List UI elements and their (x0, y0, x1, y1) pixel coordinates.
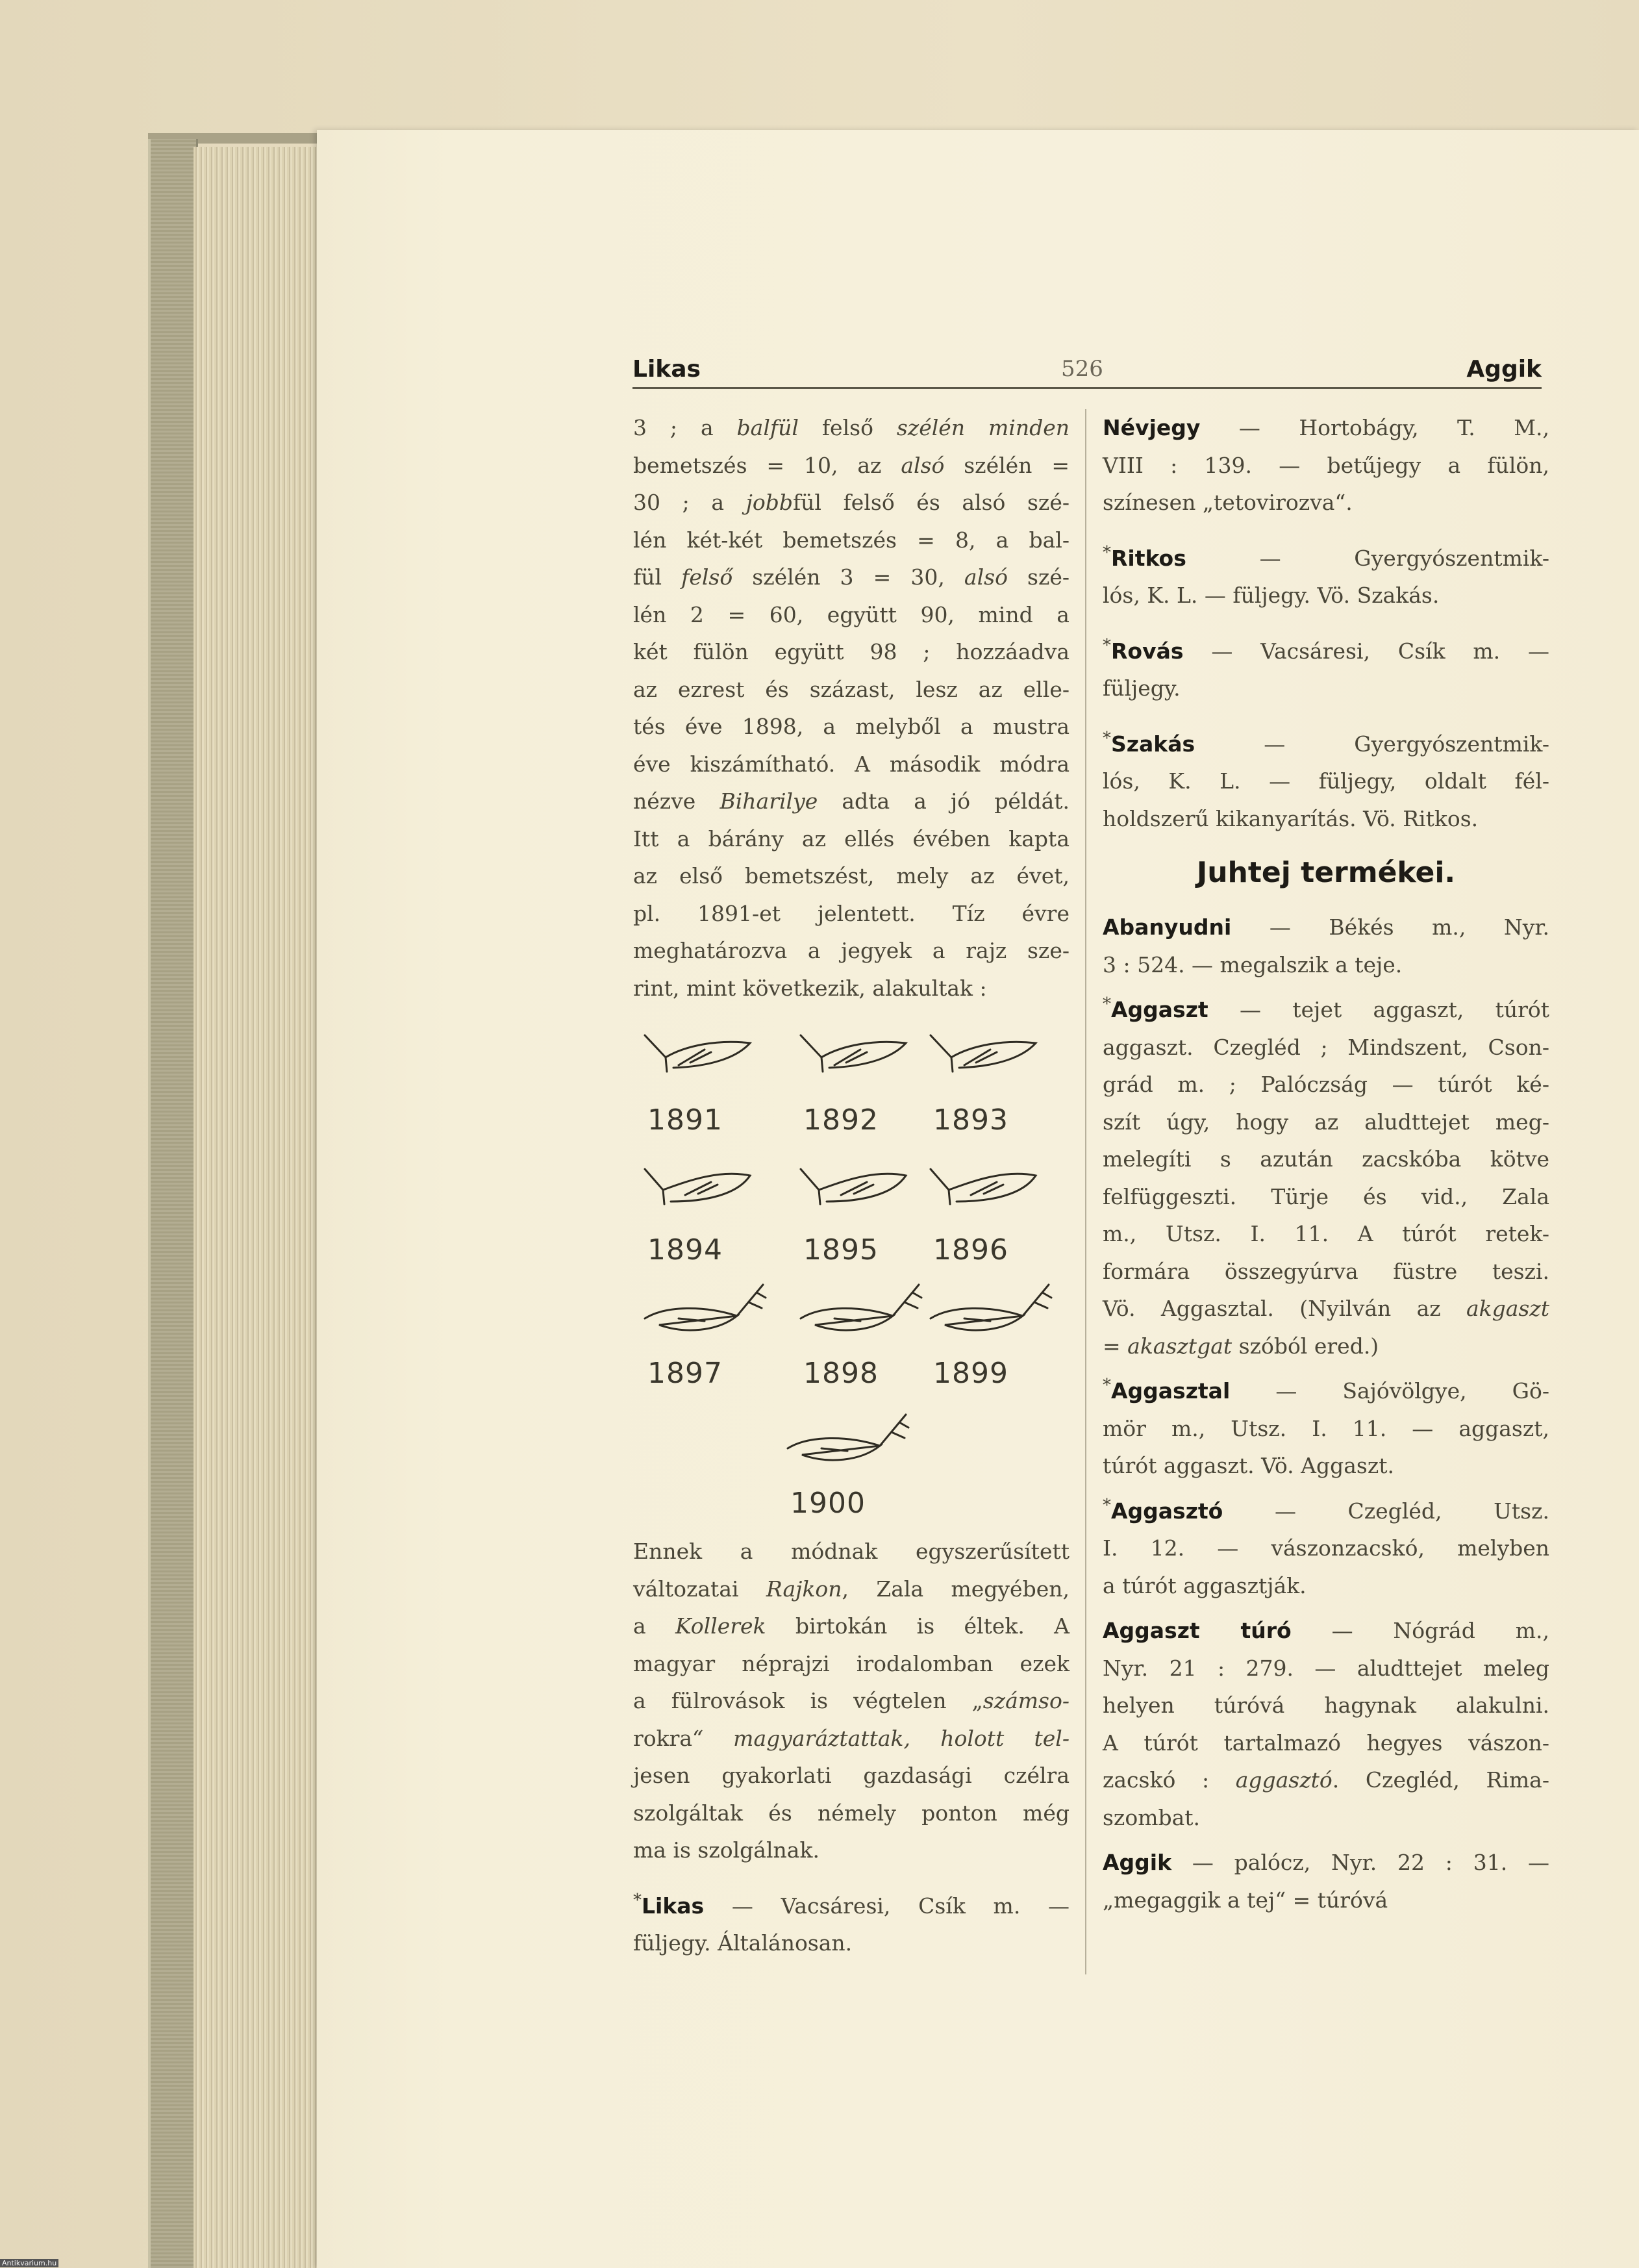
paragraph-ear-marks (633, 409, 1070, 1007)
text-line: Itt a bárány az ellés évében kapta (633, 825, 1070, 851)
text-line: Aggik — palócz, Nyr. 22 : 31. — (1103, 1850, 1549, 1875)
text-line: szít úgy, hogy az aludttejet meg- (1103, 1109, 1549, 1135)
ear-mark-year-label: 1895 (803, 1233, 879, 1266)
text-line: a túrót aggasztják. (1103, 1572, 1307, 1598)
asterisk-mark: * (1103, 1376, 1111, 1395)
text-line: aggaszt. Czegléd ; Mindszent, Cson- (1103, 1034, 1549, 1060)
text-line: színesen „tetovirozva“. (1103, 490, 1353, 515)
text-line: 3 ; a balfül felső szélén minden (633, 415, 1070, 440)
text-line: I. 12. — vászonzacskó, melyben (1103, 1535, 1549, 1561)
ear-mark-drawing (640, 1026, 769, 1098)
text-line: *Aggaszt — tejet aggaszt, túrót (1103, 994, 1549, 1022)
entry-likas (633, 1887, 1070, 1962)
asterisk-mark: * (1103, 728, 1111, 748)
header-left-word: Likas (632, 356, 701, 383)
text-line: két fülön együtt 98 ; hozzáadva (633, 639, 1070, 664)
ear-mark-year-label: 1898 (803, 1357, 879, 1390)
text-line: túrót aggaszt. Vö. Aggaszt. (1103, 1453, 1394, 1478)
text-line: grád m. ; Palóczság — túrót ké- (1103, 1072, 1549, 1097)
entry-abanyudni (1103, 909, 1549, 983)
text-line: változatai Rajkon, Zala megyében, (633, 1576, 1070, 1602)
ear-mark-1893 (925, 1026, 1055, 1137)
asterisk-mark: * (1103, 994, 1111, 1014)
column-rule (1085, 409, 1086, 1974)
text-line: lós, K. L. — füljegy, oldalt fél- (1103, 768, 1549, 794)
ear-mark-drawing (640, 1156, 769, 1228)
ear-mark-year-label: 1892 (803, 1103, 879, 1137)
text-line: *Likas — Vacsáresi, Csík m. — (633, 1890, 1070, 1919)
ear-mark-figure (633, 1007, 1070, 1533)
text-line: ma is szolgálnak. (633, 1837, 820, 1863)
text-line: füljegy. Általánosan. (633, 1930, 853, 1956)
paragraph-simplified-variants (633, 1533, 1070, 1869)
text-line: 3 : 524. — megalszik a teje. (1103, 951, 1403, 977)
asterisk-mark: * (1103, 542, 1111, 562)
headword: Abanyudni (1103, 914, 1232, 940)
entry-aggik (1103, 1844, 1549, 1919)
header-right-word: Aggik (1466, 356, 1542, 383)
text-line: nézve Biharilye adta a jó példát. (633, 788, 1070, 814)
ear-mark-1896 (925, 1156, 1055, 1266)
text-line: Abanyudni — Békés m., Nyr. (1103, 914, 1549, 940)
text-line: *Rovás — Vacsáresi, Csík m. — (1103, 635, 1549, 664)
text-line: 30 ; a jobbfül felső és alsó szé- (633, 490, 1070, 515)
ear-mark-year-label: 1896 (933, 1233, 1008, 1266)
asterisk-mark: * (633, 1890, 642, 1910)
text-line: m., Utsz. I. 11. A túrót retek- (1103, 1221, 1549, 1246)
ear-mark-drawing (795, 1279, 925, 1351)
ear-mark-1895 (795, 1156, 925, 1266)
text-line: „megaggik a tej“ = túróvá (1103, 1887, 1388, 1913)
entry-ritkos (1103, 540, 1549, 614)
text-line: rint, mint következik, alakultak : (633, 975, 987, 1001)
headword: Likas (642, 1893, 705, 1919)
headword: Aggaszt túró (1103, 1618, 1292, 1643)
text-line: *Ritkos — Gyergyószentmik- (1103, 542, 1549, 571)
page-number: 526 (1061, 356, 1103, 382)
text-line: zacskó : aggasztó. Czegléd, Rima- (1103, 1767, 1549, 1793)
ear-mark-1897 (640, 1279, 769, 1390)
headword: Aggik (1103, 1850, 1172, 1875)
section-title: Juhtej termékei. (1196, 856, 1456, 889)
headword: Szakás (1111, 731, 1195, 757)
entry-aggaszt-turo (1103, 1612, 1549, 1836)
text-line: Névjegy — Hortobágy, T. M., (1103, 415, 1549, 440)
text-line: füljegy. (1103, 675, 1181, 701)
ear-mark-1894 (640, 1156, 769, 1266)
ear-mark-drawing (925, 1026, 1055, 1098)
headword: Ritkos (1111, 545, 1186, 571)
ear-mark-year-label: 1891 (647, 1103, 723, 1137)
text-line: Nyr. 21 : 279. — aludttejet meleg (1103, 1655, 1549, 1681)
text-line: A túrót tartalmazó hegyes vászon- (1103, 1730, 1549, 1756)
text-line: *Szakás — Gyergyószentmik- (1103, 728, 1549, 757)
entry-rovas (1103, 633, 1549, 707)
text-line: szolgáltak és némely ponton még (633, 1800, 1070, 1826)
asterisk-mark: * (1103, 1495, 1111, 1515)
ear-mark-year-label: 1900 (790, 1487, 866, 1520)
headword: Névjegy (1103, 415, 1201, 440)
text-line: VIII : 139. — betűjegy a fülön, (1103, 452, 1549, 478)
text-line: meghatározva a jegyek a rajz sze- (633, 938, 1070, 963)
entry-aggasztal (1103, 1372, 1549, 1485)
headword: Aggasztal (1111, 1378, 1231, 1404)
ear-mark-1900 (782, 1409, 912, 1520)
text-line: Vö. Aggasztal. (Nyilván az akgaszt (1103, 1296, 1549, 1321)
text-line: pl. 1891-et jelentett. Tíz évre (633, 900, 1070, 926)
text-line: holdszerű kikanyarítás. Vö. Ritkos. (1103, 805, 1479, 831)
running-head (632, 356, 1542, 388)
text-line: Ennek a módnak egyszerűsített (633, 1539, 1070, 1564)
text-line: formára összegyúrva füstre teszi. (1103, 1258, 1549, 1284)
entry-nevjegy (1103, 409, 1549, 522)
ear-mark-1891 (640, 1026, 769, 1137)
ear-mark-1892 (795, 1026, 925, 1137)
entry-szakas (1103, 725, 1549, 838)
ear-mark-year-label: 1893 (933, 1103, 1008, 1137)
text-line: lén két-két bemetszés = 8, a bal- (633, 527, 1070, 553)
text-line: a Kollerek birtokán is éltek. A (633, 1613, 1070, 1639)
text-line: tés éve 1898, a melyből a mustra (633, 714, 1070, 739)
ear-mark-drawing (795, 1026, 925, 1098)
ear-mark-year-label: 1894 (647, 1233, 723, 1266)
ear-mark-year-label: 1899 (933, 1357, 1008, 1390)
asterisk-mark: * (1103, 635, 1111, 655)
text-line: *Aggasztó — Czegléd, Utsz. (1103, 1495, 1549, 1524)
text-line: = akasztgat szóból ered.) (1103, 1333, 1379, 1359)
ear-mark-1898 (795, 1279, 925, 1390)
text-line: rokra“ magyaráztattak, holott tel- (633, 1725, 1070, 1751)
right-column (1103, 409, 1549, 1919)
ear-mark-drawing (925, 1279, 1055, 1351)
text-line: a fülrovások is végtelen „számso- (633, 1688, 1070, 1713)
ear-mark-drawing (925, 1156, 1055, 1228)
headword: Aggasztó (1111, 1498, 1223, 1524)
text-line: éve kiszámítható. A második módra (633, 751, 1070, 777)
text-line: az ezrest és százast, lesz az elle- (633, 676, 1070, 702)
left-column (633, 409, 1070, 1962)
text-line: mör m., Utsz. I. 11. — aggaszt, (1103, 1415, 1549, 1441)
page-edges (194, 147, 317, 2268)
text-line: lén 2 = 60, együtt 90, mind a (633, 601, 1070, 627)
header-rule (632, 387, 1542, 389)
text-line: *Aggasztal — Sajóvölgye, Gö- (1103, 1376, 1549, 1404)
text-line: lós, K. L. — füljegy. Vö. Szakás. (1103, 583, 1440, 608)
headword: Aggaszt (1111, 997, 1208, 1022)
text-line: helyen túróvá hagynak alakulni. (1103, 1693, 1549, 1718)
text-line: fül felső szélén 3 = 30, alsó szé- (633, 564, 1070, 590)
ear-mark-1899 (925, 1279, 1055, 1390)
entry-aggaszto (1103, 1493, 1549, 1605)
text-line: bemetszés = 10, az alsó szélén = (633, 452, 1070, 478)
ear-mark-drawing (795, 1156, 925, 1228)
headword: Rovás (1111, 638, 1184, 664)
text-line: az első bemetszést, mely az évet, (633, 863, 1070, 888)
entry-aggaszt (1103, 991, 1549, 1365)
book-spine (148, 139, 198, 2268)
ear-mark-drawing (640, 1279, 769, 1351)
ear-mark-drawing (782, 1409, 912, 1481)
ear-mark-year-label: 1897 (647, 1357, 723, 1390)
text-line: szombat. (1103, 1804, 1201, 1830)
text-line: felfüggeszti. Türje és vid., Zala (1103, 1183, 1549, 1209)
text-line: jesen gyakorlati gazdasági czélra (633, 1763, 1070, 1788)
watermark: Antikvarium.hu (0, 2259, 58, 2267)
text-line: magyar néprajzi irodalomban ezek (633, 1650, 1070, 1676)
text-line: Aggaszt túró — Nógrád m., (1103, 1618, 1549, 1643)
text-line: melegíti s azután zacskóba kötve (1103, 1146, 1549, 1172)
